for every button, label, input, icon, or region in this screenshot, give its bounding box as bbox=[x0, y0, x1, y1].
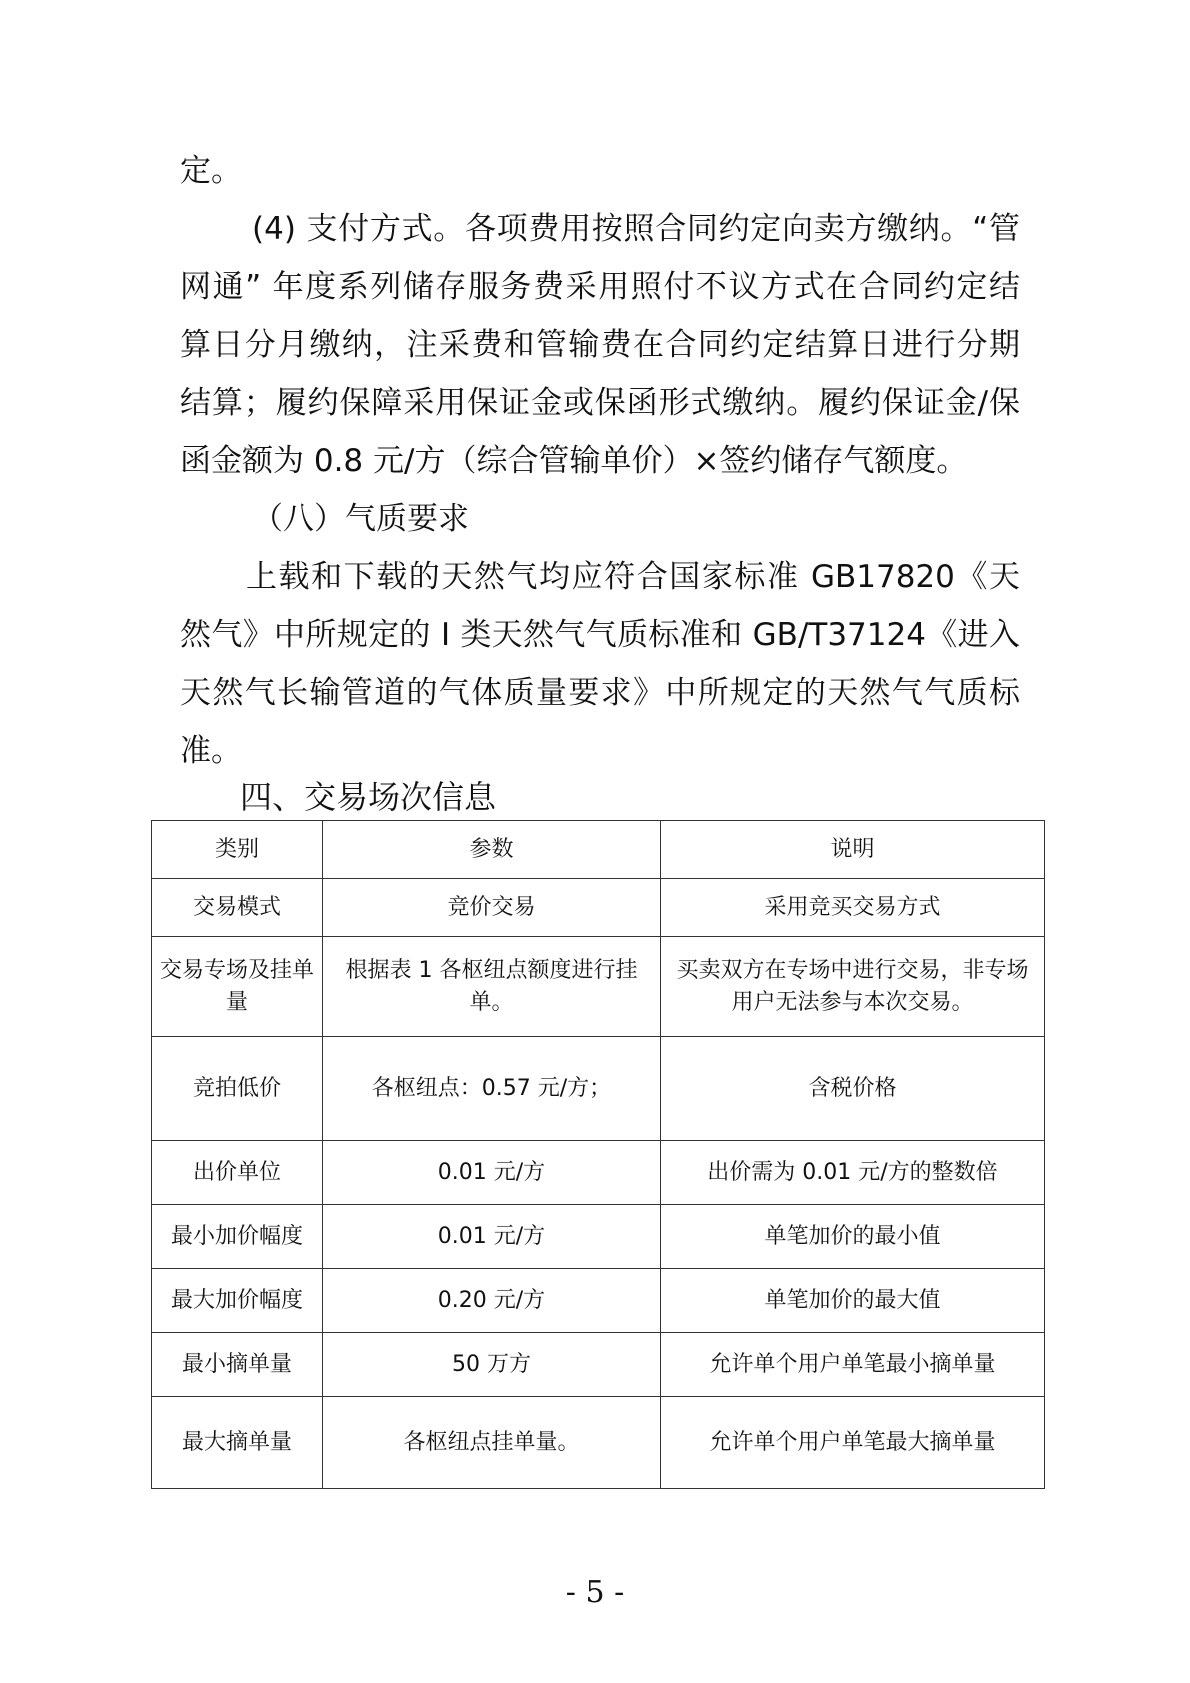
table-cell: 最小摘单量 bbox=[152, 1333, 323, 1397]
table-row bbox=[152, 937, 1045, 1037]
table-cell: 允许单个用户单笔最大摘单量 bbox=[661, 1397, 1045, 1489]
table-row bbox=[152, 1269, 1045, 1333]
subsection-heading: （八）气质要求 bbox=[252, 501, 469, 537]
table-cell: 出价需为 0.01 元/方的整数倍 bbox=[661, 1141, 1045, 1205]
paragraph-line: 定。 bbox=[180, 153, 242, 189]
table-cell: 交易模式 bbox=[152, 879, 323, 937]
table-row bbox=[152, 1205, 1045, 1269]
paragraph-line: 结算；履约保障采用保证金或保函形式缴纳。履约保证金/保 bbox=[180, 385, 1020, 421]
table-cell: 含税价格 bbox=[661, 1037, 1045, 1141]
text-block bbox=[180, 142, 1020, 780]
table-row bbox=[152, 1397, 1045, 1489]
table-cell: 50 万方 bbox=[323, 1333, 661, 1397]
table-cell: 竞价交易 bbox=[323, 879, 661, 937]
table-cell: 根据表 1 各枢纽点额度进行挂单。 bbox=[323, 937, 661, 1037]
table-cell: 竞拍低价 bbox=[152, 1037, 323, 1141]
table-cell: 最大摘单量 bbox=[152, 1397, 323, 1489]
paragraph-line: 然气》中所规定的 I 类天然气气质标准和 GB/T37124《进入 bbox=[180, 617, 1020, 653]
table-header-cell: 参数 bbox=[323, 821, 661, 879]
table-header-cell: 类别 bbox=[152, 821, 323, 879]
paragraph-line: 上载和下载的天然气均应符合国家标准 GB17820《天 bbox=[246, 559, 1020, 595]
table-cell: 单笔加价的最小值 bbox=[661, 1205, 1045, 1269]
paragraph-line: 天然气长输管道的气体质量要求》中所规定的天然气气质标 bbox=[180, 675, 1020, 711]
section-title: 四、交易场次信息 bbox=[240, 778, 497, 816]
table-cell: 各枢纽点：0.57 元/方； bbox=[323, 1037, 661, 1141]
table-header-cell: 说明 bbox=[661, 821, 1045, 879]
table-cell: 0.01 元/方 bbox=[323, 1205, 661, 1269]
table-cell: 买卖双方在专场中进行交易，非专场用户无法参与本次交易。 bbox=[661, 937, 1045, 1037]
table-cell: 最小加价幅度 bbox=[152, 1205, 323, 1269]
table-cell: 各枢纽点挂单量。 bbox=[323, 1397, 661, 1489]
trading-info-table bbox=[151, 820, 1045, 1489]
table-cell: 交易专场及挂单量 bbox=[152, 937, 323, 1037]
table-cell: 允许单个用户单笔最小摘单量 bbox=[661, 1333, 1045, 1397]
table-row bbox=[152, 1333, 1045, 1397]
paragraph-line: (4) 支付方式。各项费用按照合同约定向卖方缴纳。“管 bbox=[252, 211, 1020, 247]
table-cell: 最大加价幅度 bbox=[152, 1269, 323, 1333]
table-cell: 出价单位 bbox=[152, 1141, 323, 1205]
table-cell: 采用竞买交易方式 bbox=[661, 879, 1045, 937]
paragraph-line: 函金额为 0.8 元/方（综合管输单价）×签约储存气额度。 bbox=[180, 443, 968, 479]
paragraph-line: 算日分月缴纳，注采费和管输费在合同约定结算日进行分期 bbox=[180, 327, 1020, 363]
table-cell: 0.01 元/方 bbox=[323, 1141, 661, 1205]
paragraph-line: 网通” 年度系列储存服务费采用照付不议方式在合同约定结 bbox=[180, 269, 1020, 305]
table-cell: 单笔加价的最大值 bbox=[661, 1269, 1045, 1333]
table-row bbox=[152, 1037, 1045, 1141]
paragraph-line: 准。 bbox=[180, 733, 242, 769]
table-cell: 0.20 元/方 bbox=[323, 1269, 661, 1333]
table-row bbox=[152, 1141, 1045, 1205]
table-row bbox=[152, 879, 1045, 937]
table-header-row bbox=[152, 821, 1045, 879]
page-number: - 5 - bbox=[565, 1575, 625, 1610]
